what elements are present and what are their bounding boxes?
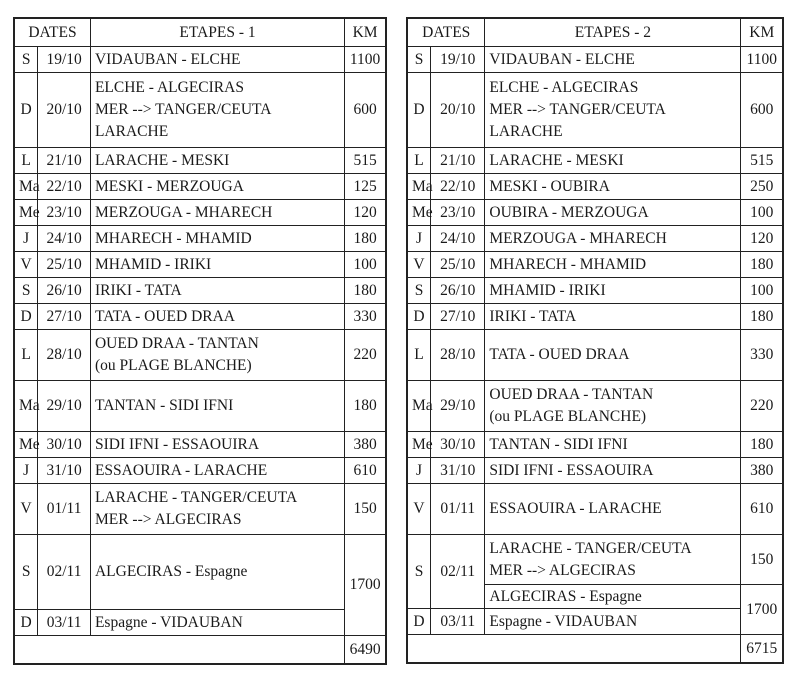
route-cell [485, 73, 741, 148]
table-row [407, 432, 783, 458]
table-row [407, 226, 783, 252]
table-row [14, 252, 386, 278]
km-cell: 600 [345, 73, 386, 148]
route-cell [485, 304, 741, 330]
route-cell [90, 535, 344, 610]
km-cell: 125 [345, 174, 386, 200]
date-cell: 27/10 [431, 304, 485, 330]
route-line: LARACHE [489, 123, 563, 140]
date-cell: 01/11 [38, 484, 91, 535]
route-line: TATA - OUED DRAA [489, 346, 630, 363]
date-cell: 28/10 [431, 330, 485, 381]
day-cell: D [407, 609, 431, 635]
route-cell [485, 484, 741, 535]
route-line: ELCHE - ALGECIRAS [94, 79, 244, 96]
date-cell: 24/10 [38, 226, 91, 252]
date-cell: 02/11 [38, 535, 91, 610]
route-cell [485, 535, 741, 585]
km-cell: 1100 [741, 47, 783, 73]
date-cell: 03/11 [38, 610, 91, 636]
route-cell [485, 330, 741, 381]
table-row [14, 226, 386, 252]
km-cell: 1700 [345, 535, 386, 636]
table-row [14, 47, 386, 73]
total-row [407, 635, 783, 664]
day-cell: Ma [14, 381, 38, 432]
km-cell: 180 [345, 226, 386, 252]
km-cell: 610 [741, 484, 783, 535]
route-line: MER --> TANGER/CEUTA [489, 101, 666, 118]
route-cell [90, 148, 344, 174]
route-line: VIDAUBAN - ELCHE [94, 50, 241, 68]
table-row [14, 148, 386, 174]
total-spacer [407, 635, 741, 664]
day-cell: Ma [407, 174, 431, 200]
day-cell: L [407, 330, 431, 381]
day-cell: D [407, 304, 431, 330]
day-cell: S [14, 47, 38, 73]
table-row [407, 330, 783, 381]
day-cell: Me [14, 200, 38, 226]
date-cell: 22/10 [38, 174, 91, 200]
route-line: ALGECIRAS - Espagne [94, 563, 248, 580]
table-row [407, 200, 783, 226]
table-row [407, 73, 783, 148]
date-cell: 29/10 [38, 381, 91, 432]
date-cell: 31/10 [38, 458, 91, 484]
date-cell: 19/10 [38, 47, 91, 73]
km-cell: 180 [345, 278, 386, 304]
km-cell: 180 [741, 432, 783, 458]
route-line: ESSAOUIRA - LARACHE [94, 461, 268, 479]
etapes-header: ETAPES - 2 [485, 18, 741, 47]
route-line: ALGECIRAS - Espagne [489, 587, 642, 605]
route-cell [90, 484, 344, 535]
day-cell: D [14, 73, 38, 148]
day-cell: Me [407, 200, 431, 226]
table-row [407, 458, 783, 484]
date-cell: 27/10 [38, 304, 91, 330]
route-cell [485, 458, 741, 484]
route-line: MHAMID - IRIKI [489, 281, 606, 299]
day-cell: J [407, 226, 431, 252]
km-cell: 515 [345, 148, 386, 174]
date-cell: 21/10 [38, 148, 91, 174]
route-line: MERZOUGA - MHARECH [489, 229, 667, 247]
route-cell [485, 609, 741, 635]
km-cell: 380 [345, 432, 386, 458]
route-cell [485, 148, 741, 174]
route-cell [90, 252, 344, 278]
table-row [14, 484, 386, 535]
route-cell [90, 381, 344, 432]
date-cell: 29/10 [431, 381, 485, 432]
date-cell: 25/10 [431, 252, 485, 278]
day-cell: J [14, 458, 38, 484]
day-cell: D [14, 304, 38, 330]
day-cell: Me [14, 432, 38, 458]
day-cell: V [14, 484, 38, 535]
day-cell: Ma [407, 381, 431, 432]
date-cell: 19/10 [431, 47, 485, 73]
table-row [14, 304, 386, 330]
route-line: MERZOUGA - MHARECH [94, 203, 273, 221]
date-cell: 20/10 [38, 73, 91, 148]
date-cell: 02/11 [431, 535, 485, 609]
day-cell: D [407, 73, 431, 148]
total-spacer [14, 636, 345, 665]
route-line: SIDI IFNI - ESSAOUIRA [94, 435, 260, 453]
date-cell: 23/10 [38, 200, 91, 226]
header-row [14, 18, 386, 47]
route-line: MESKI - OUBIRA [489, 177, 610, 195]
route-line: TATA - OUED DRAA [94, 307, 235, 325]
km-cell: 100 [741, 200, 783, 226]
route-cell [485, 47, 741, 73]
date-cell: 24/10 [431, 226, 485, 252]
table-row [407, 609, 783, 635]
day-cell: L [14, 148, 38, 174]
route-line: MHARECH - MHAMID [489, 255, 647, 273]
day-cell: L [14, 330, 38, 381]
route-cell [485, 381, 741, 432]
table-row [14, 330, 386, 381]
km-cell: 220 [741, 381, 783, 432]
route-line: ELCHE - ALGECIRAS [489, 79, 639, 96]
km-header: KM [741, 18, 783, 47]
day-cell: J [407, 458, 431, 484]
km-cell: 150 [345, 484, 386, 535]
table-row [407, 381, 783, 432]
table-row [407, 278, 783, 304]
km-cell: 150 [741, 535, 783, 585]
total-km-cell: 6715 [741, 635, 783, 664]
table-row [14, 535, 386, 610]
km-cell: 515 [741, 148, 783, 174]
route-line: OUBIRA - MERZOUGA [489, 203, 649, 221]
km-cell: 250 [741, 174, 783, 200]
route-cell [485, 278, 741, 304]
km-cell: 120 [741, 226, 783, 252]
date-cell: 03/11 [431, 609, 485, 635]
date-cell: 22/10 [431, 174, 485, 200]
route-line: IRIKI - TATA [94, 281, 182, 299]
table-row [14, 610, 386, 636]
km-cell: 1700 [741, 585, 783, 635]
total-km-cell: 6490 [345, 636, 386, 665]
route-line: IRIKI - TATA [489, 307, 577, 325]
route-cell [485, 585, 741, 609]
date-cell: 20/10 [431, 73, 485, 148]
date-cell: 26/10 [38, 278, 91, 304]
route-line: (ou PLAGE BLANCHE) [94, 357, 252, 374]
dates-header: DATES [407, 18, 485, 47]
table-row [14, 432, 386, 458]
day-cell: S [14, 535, 38, 610]
route-cell [90, 432, 344, 458]
date-cell: 26/10 [431, 278, 485, 304]
route-line: MHARECH - MHAMID [94, 229, 252, 247]
date-cell: 23/10 [431, 200, 485, 226]
route-cell [90, 458, 344, 484]
table-row [14, 458, 386, 484]
route-cell [90, 610, 344, 636]
date-cell: 01/11 [431, 484, 485, 535]
route-line: OUED DRAA - TANTAN [94, 335, 259, 352]
date-cell: 28/10 [38, 330, 91, 381]
km-cell: 120 [345, 200, 386, 226]
route-line: OUED DRAA - TANTAN [489, 386, 654, 403]
route-line: TANTAN - SIDI IFNI [94, 397, 234, 414]
route-line: TANTAN - SIDI IFNI [489, 435, 628, 453]
route-line: LARACHE - TANGER/CEUTA [489, 539, 692, 557]
table-row [407, 484, 783, 535]
km-cell: 610 [345, 458, 386, 484]
date-cell: 31/10 [431, 458, 485, 484]
table-row [407, 252, 783, 278]
route-cell [90, 330, 344, 381]
route-cell [485, 226, 741, 252]
etapes-1-table [13, 17, 387, 665]
route-line: LARACHE [94, 123, 169, 140]
table-row [407, 535, 783, 585]
table-row [14, 174, 386, 200]
route-line: VIDAUBAN - ELCHE [489, 50, 635, 68]
header-row [407, 18, 783, 47]
route-line: LARACHE - MESKI [94, 151, 230, 169]
route-cell [90, 226, 344, 252]
route-line: MESKI - MERZOUGA [94, 177, 244, 195]
km-cell: 180 [345, 381, 386, 432]
route-line: LARACHE - MESKI [489, 151, 624, 169]
route-cell [485, 252, 741, 278]
route-line: MER --> ALGECIRAS [94, 511, 242, 528]
km-cell: 1100 [345, 47, 386, 73]
day-cell: J [14, 226, 38, 252]
km-cell: 380 [741, 458, 783, 484]
km-cell: 330 [345, 304, 386, 330]
route-cell [90, 200, 344, 226]
km-cell: 100 [345, 252, 386, 278]
table-row [407, 47, 783, 73]
route-line: Espagne - VIDAUBAN [489, 612, 638, 630]
km-cell: 220 [345, 330, 386, 381]
route-line: ESSAOUIRA - LARACHE [489, 500, 662, 517]
km-cell: 180 [741, 252, 783, 278]
day-cell: L [407, 148, 431, 174]
route-cell [90, 304, 344, 330]
etapes-2-table [406, 17, 784, 664]
route-cell [90, 174, 344, 200]
route-line: LARACHE - TANGER/CEUTA [94, 489, 298, 506]
day-cell: Me [407, 432, 431, 458]
route-cell [485, 432, 741, 458]
date-cell: 25/10 [38, 252, 91, 278]
day-cell: V [14, 252, 38, 278]
day-cell: S [407, 278, 431, 304]
day-cell: V [407, 484, 431, 535]
route-cell [485, 200, 741, 226]
km-cell: 180 [741, 304, 783, 330]
route-cell [90, 47, 344, 73]
km-cell: 100 [741, 278, 783, 304]
table-row [407, 304, 783, 330]
day-cell: S [407, 47, 431, 73]
route-cell [485, 174, 741, 200]
km-cell: 600 [741, 73, 783, 148]
date-cell: 30/10 [38, 432, 91, 458]
route-line: MHAMID - IRIKI [94, 255, 212, 273]
route-line: MER --> TANGER/CEUTA [94, 101, 272, 118]
route-line: SIDI IFNI - ESSAOUIRA [489, 461, 654, 479]
route-line: MER --> ALGECIRAS [489, 561, 636, 579]
table-row [407, 148, 783, 174]
day-cell: S [14, 278, 38, 304]
date-cell: 21/10 [431, 148, 485, 174]
table-row [14, 73, 386, 148]
day-cell: D [14, 610, 38, 636]
dates-header: DATES [14, 18, 90, 47]
date-cell: 30/10 [431, 432, 485, 458]
route-cell [90, 73, 344, 148]
table-row [14, 381, 386, 432]
route-line: Espagne - VIDAUBAN [94, 613, 243, 631]
table-row [14, 278, 386, 304]
total-row [14, 636, 386, 665]
day-cell: S [407, 535, 431, 609]
day-cell: V [407, 252, 431, 278]
km-header: KM [345, 18, 386, 47]
route-line: (ou PLAGE BLANCHE) [489, 408, 647, 425]
day-cell: Ma [14, 174, 38, 200]
km-cell: 330 [741, 330, 783, 381]
route-cell [90, 278, 344, 304]
table-row [14, 200, 386, 226]
etapes-header: ETAPES - 1 [90, 18, 344, 47]
table-row [407, 174, 783, 200]
